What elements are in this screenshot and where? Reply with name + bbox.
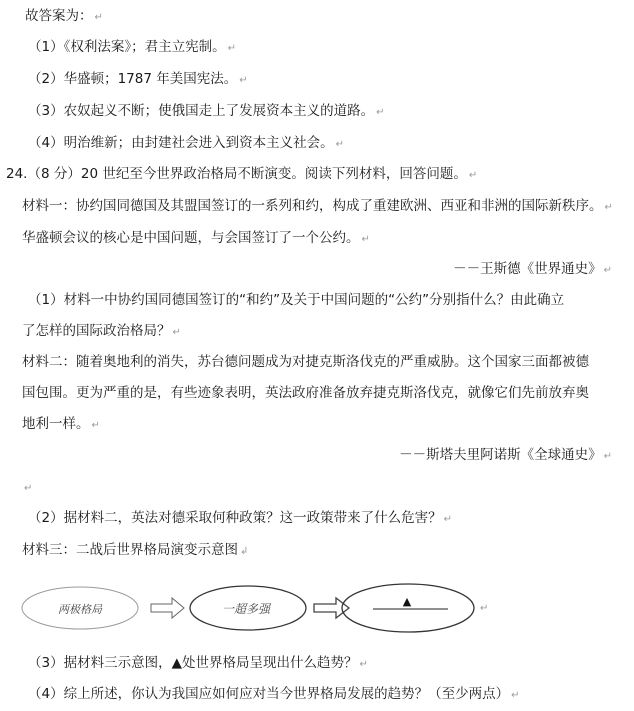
question-4: （4）综上所述，你认为我国应如何应对当今世界格局发展的趋势？（至少两点） ↵ (28, 686, 520, 702)
material-2-line-3: 地利一样。 ↵ (22, 416, 100, 432)
paragraph-mark-icon: ↵ (443, 514, 452, 525)
material-1-line-2: 华盛顿会议的核心是中国问题，与会国签订了一个公约。 ↵ (22, 230, 370, 246)
question-1-line-1: （1）材料一中协约国同德国签订的“和约”及关于中国问题的“公约”分别指什么？由此确立 (28, 292, 565, 308)
paragraph-mark-icon: ↵ (172, 327, 181, 338)
question-1-line-2: 了怎样的国际政治格局？ ↵ (22, 323, 181, 339)
oval-1-text: 两极格局 (58, 603, 102, 616)
paragraph-mark-icon: ↵ (603, 265, 612, 276)
material-3-title: 材料三：二战后世界格局演变示意图 ↲ (22, 542, 249, 558)
material-2-source: －－斯塔夫里阿诺斯《全球通史》 ↵ (399, 447, 612, 463)
oval-multipolar (342, 584, 474, 632)
material-1-source: －－王斯德《世界通史》 ↵ (453, 261, 612, 277)
paragraph-mark-icon: ↵ (227, 43, 236, 54)
answer-1: （1）《权利法案》；君主立宪制。 ↵ (28, 39, 236, 55)
oval-2-text: 一超多强 (221, 602, 271, 616)
paragraph-mark-icon: ↵ (239, 75, 248, 86)
paragraph-mark-icon: ↵ (376, 107, 385, 118)
paragraph-mark-icon: ↵ (361, 234, 370, 245)
paragraph-mark-icon: ↵ (603, 451, 612, 462)
question-24-stem: 24.（8 分）20 世纪至今世界政治格局不断演变。阅读下列材料，回答问题。 ↵ (6, 166, 478, 182)
material-2-line-1: 材料二：随着奥地利的消失，苏台德问题成为对捷克斯洛伐克的严重威胁。这个国家三面都被德 (22, 354, 589, 370)
question-3: （3）据材料三示意图，▲处世界格局呈现出什么趋势？ ↵ (28, 655, 368, 671)
paragraph-mark-icon: ↵ (94, 12, 103, 23)
paragraph-mark-icon: ↵ (91, 420, 100, 431)
paragraph-mark-icon: ↵ (359, 659, 368, 670)
diagram-paragraph-mark (478, 598, 488, 618)
triangle-marker-icon: ▲ (402, 595, 412, 608)
arrow-right-icon (314, 598, 349, 618)
world-pattern-diagram (18, 580, 498, 636)
paragraph-mark-icon: ↵ (511, 690, 520, 701)
paragraph-mark-icon: ↵ (468, 170, 478, 181)
answers-heading: 故答案为： ↵ (25, 8, 103, 24)
empty-paragraph (22, 478, 32, 498)
paragraph-mark-icon: ↵ (480, 603, 489, 614)
answer-2: （2）华盛顿；1787 年美国宪法。 ↵ (28, 71, 248, 87)
question-2: （2）据材料二，英法对德采取何种政策？这一政策带来了什么危害？ ↵ (28, 510, 452, 526)
paragraph-mark-icon: ↵ (335, 139, 344, 150)
material-1-line-1: 材料一：协约国同德国及其盟国签订的一系列和约，构成了重建欧洲、西亚和非洲的国际新秩序。 ↵ (22, 198, 613, 214)
arrow-right-icon (151, 598, 184, 618)
answer-3: （3）农奴起义不断；使俄国走上了发展资本主义的道路。 ↵ (28, 103, 385, 119)
material-2-line-2: 国包围。更为严重的是，有些迹象表明，英法政府准备放弃捷克斯洛伐克，就像它们先前放弃奥 (22, 385, 589, 401)
paragraph-mark-icon: ↲ (240, 546, 249, 557)
paragraph-mark-icon: ↵ (24, 483, 33, 494)
answer-4: （4）明治维新；由封建社会进入到资本主义社会。 ↵ (28, 135, 344, 151)
paragraph-mark-icon: ↵ (604, 202, 613, 213)
